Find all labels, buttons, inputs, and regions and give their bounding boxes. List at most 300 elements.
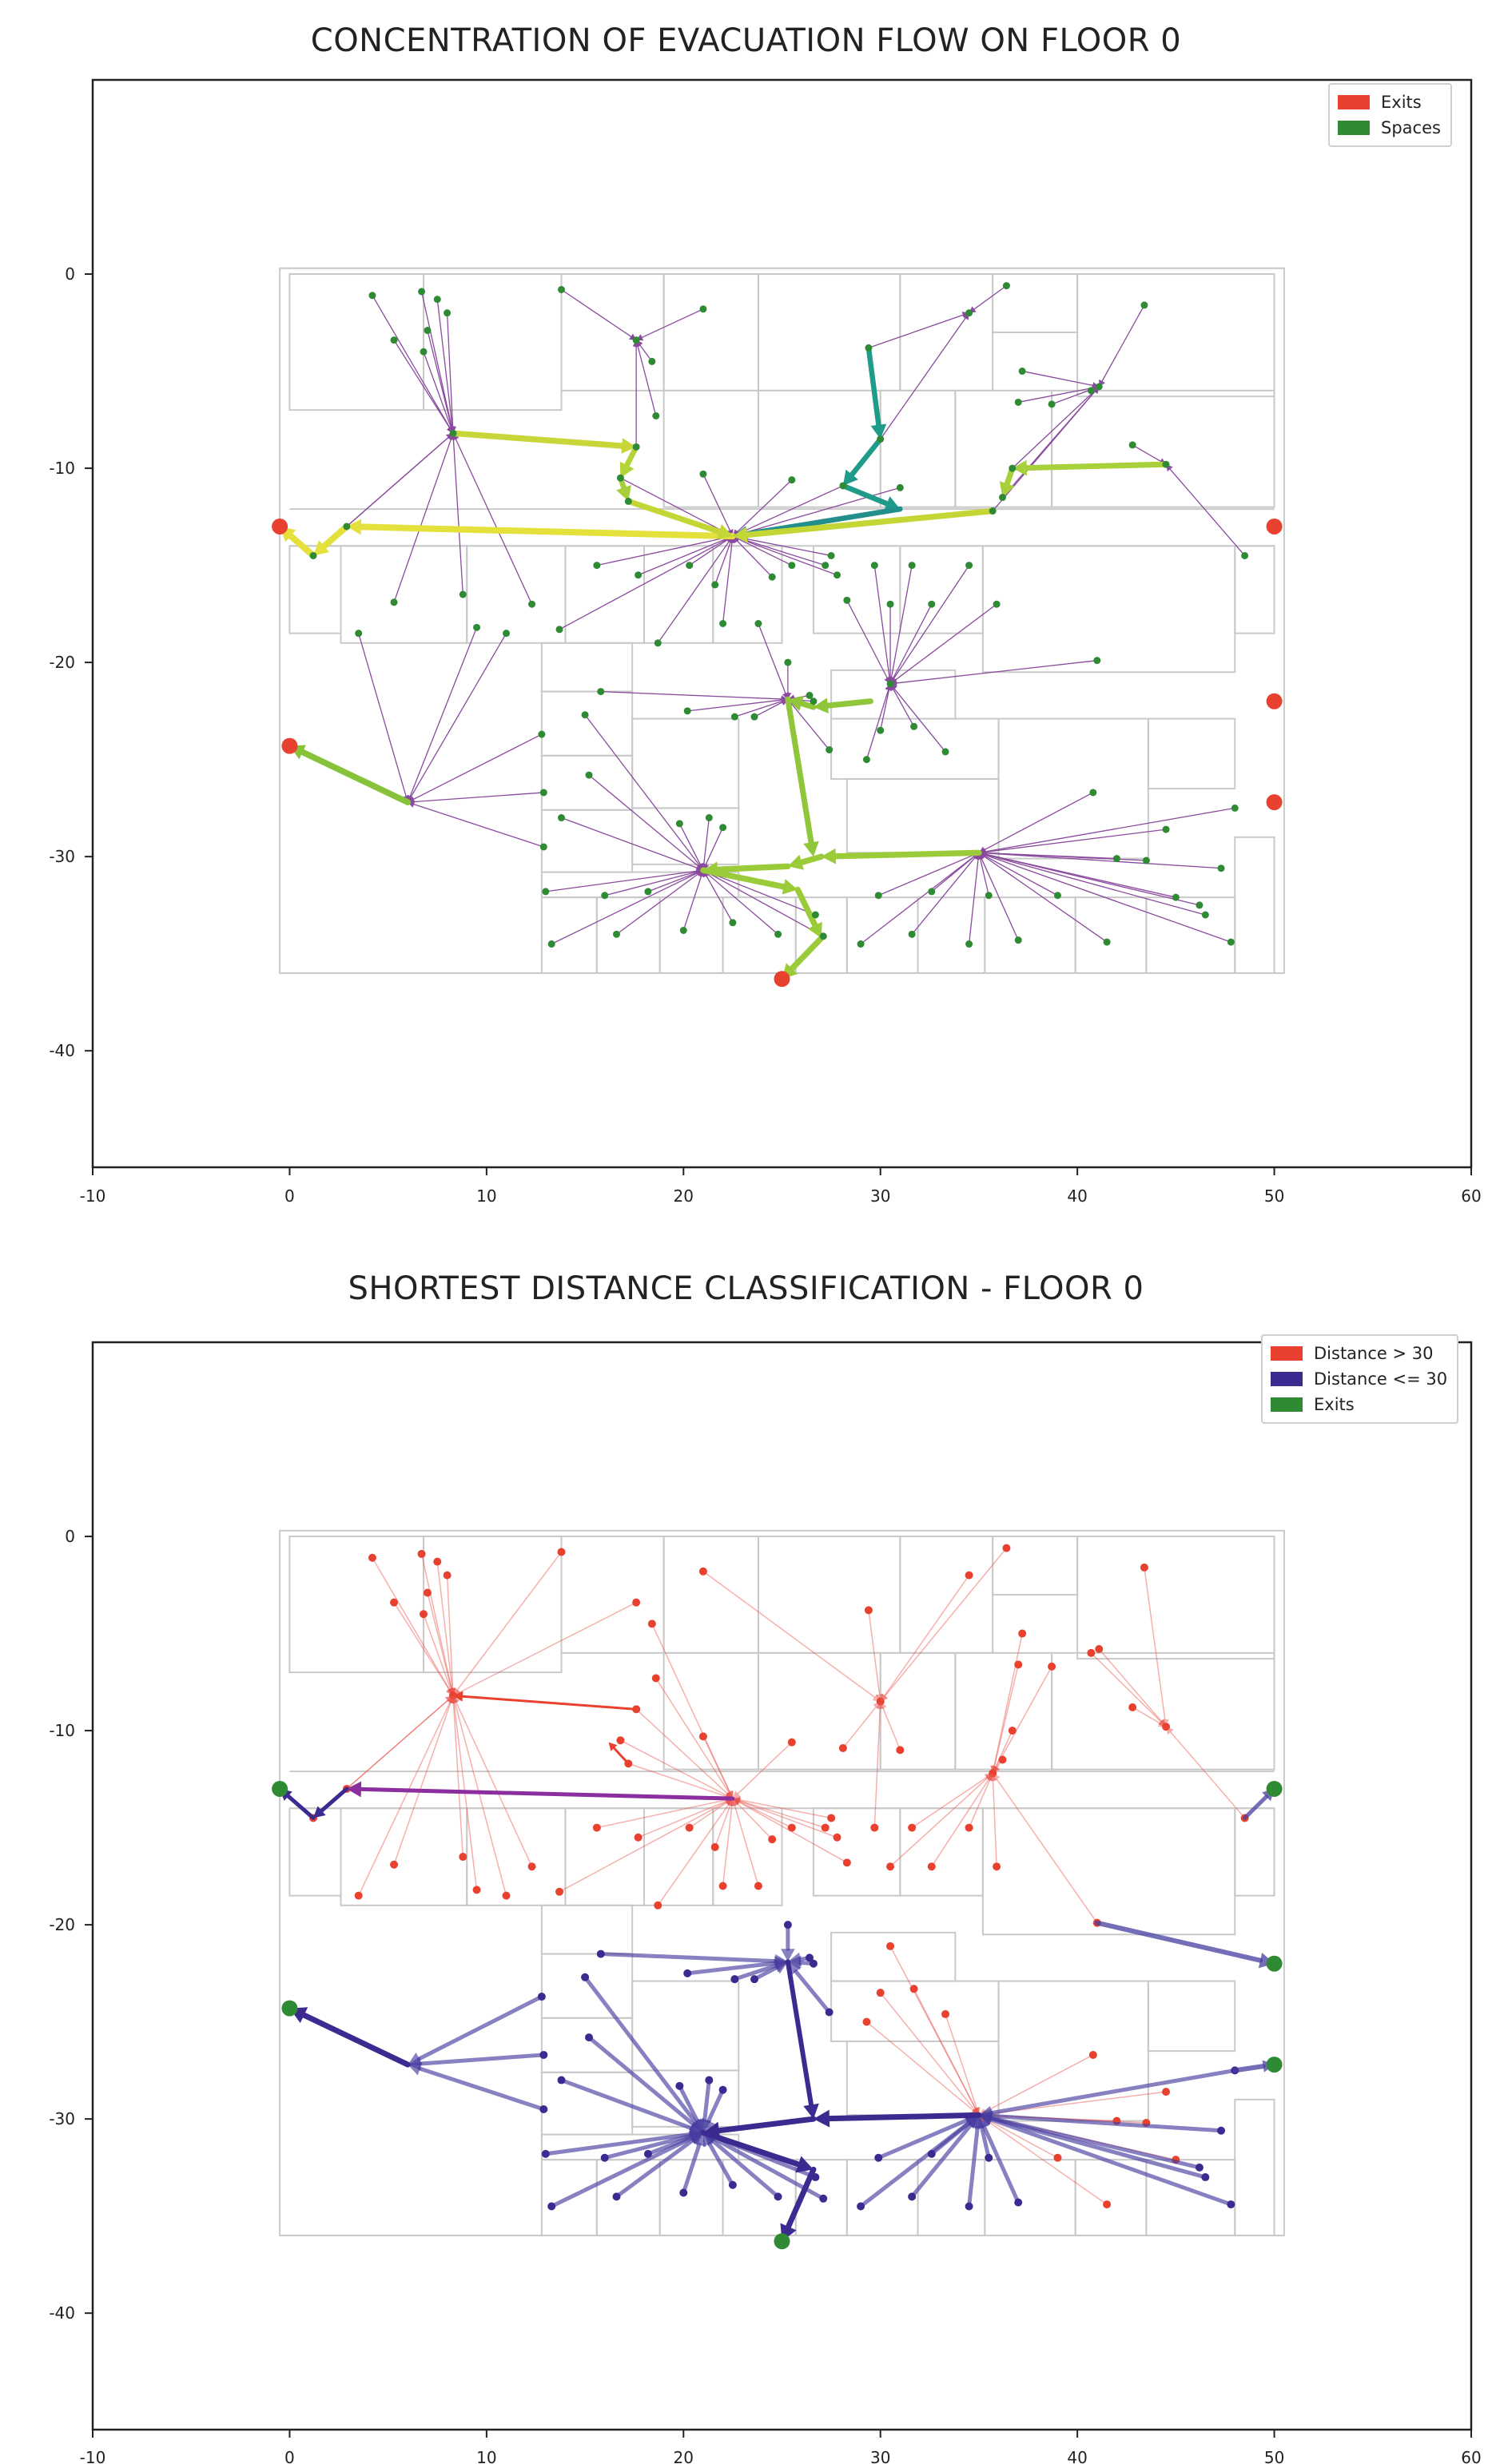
flow-connection (754, 702, 782, 717)
space-point (444, 309, 451, 316)
space-point (613, 931, 620, 938)
long-route (932, 1779, 989, 1866)
room-outline (814, 1808, 900, 1895)
space-point (871, 562, 878, 569)
room-outline (1077, 1536, 1274, 1659)
y-tick-label: 0 (65, 1527, 75, 1547)
room-outline (983, 1808, 1235, 1934)
flow-connection (658, 542, 729, 643)
flow-connection (359, 634, 406, 797)
short-route (601, 1954, 775, 1961)
long-space-point (1103, 2200, 1111, 2208)
long-space-point (1014, 1660, 1022, 1668)
flow-connection (559, 539, 727, 630)
room-outline (542, 1954, 632, 2018)
long-space-point (1009, 1727, 1017, 1735)
room-outline (1148, 1981, 1235, 2051)
room-outline (562, 274, 664, 391)
space-point (1143, 857, 1150, 864)
space-point (887, 601, 894, 608)
space-point (343, 523, 350, 530)
flow-connection (869, 315, 963, 348)
long-route (993, 1781, 997, 1867)
legend-label-exits-2: Exits (1314, 1395, 1355, 1414)
room-outline (1235, 1808, 1274, 1895)
flow-connection (704, 818, 709, 864)
space-point (788, 476, 795, 483)
long-space-point (886, 1862, 894, 1870)
long-space-point (503, 1892, 511, 1900)
room-outline (542, 756, 632, 810)
long-route (455, 1703, 506, 1896)
flow-edge (828, 701, 871, 705)
space-point (877, 435, 884, 443)
legend-label-short: Distance <= 30 (1314, 1369, 1448, 1389)
x-tick-label: 50 (1263, 2448, 1285, 2464)
long-space-point (910, 1985, 918, 1993)
room-outline (723, 2160, 796, 2235)
space-point (686, 562, 693, 569)
legend-swatch-long (1271, 1346, 1303, 1361)
long-space-point (1018, 1630, 1026, 1638)
long-space-point (768, 1835, 776, 1843)
short-space-point (538, 1993, 546, 2001)
long-space-point (1054, 2154, 1062, 2162)
room-outline (341, 546, 467, 643)
exit-point (272, 519, 288, 535)
space-point (582, 711, 589, 718)
space-point (909, 931, 916, 938)
space-point (680, 927, 687, 934)
exit-point (774, 2233, 790, 2249)
exit-point (1267, 794, 1283, 810)
long-space-point (754, 1882, 762, 1890)
room-outline (758, 391, 881, 507)
long-route (885, 1548, 1006, 1696)
space-point (617, 475, 624, 482)
short-space-point (810, 1960, 818, 1968)
long-space-point (558, 1548, 566, 1556)
space-point (719, 824, 726, 831)
room-outline (664, 274, 758, 391)
long-route (454, 1703, 476, 1890)
flow-edge (836, 852, 979, 856)
short-space-point (730, 1975, 738, 1983)
long-space-point (616, 1736, 624, 1744)
space-point (719, 620, 726, 627)
legend-label-spaces: Spaces (1381, 118, 1441, 137)
room-outline (562, 1536, 664, 1653)
long-route (359, 1702, 450, 1895)
room-outline (758, 274, 900, 391)
flow-connection (551, 873, 698, 944)
space-point (558, 286, 565, 293)
space-point (828, 552, 835, 559)
flow-legend (1328, 83, 1452, 147)
y-tick-label: -40 (49, 2303, 75, 2323)
room-outline (664, 1536, 758, 1653)
y-tick-label: -30 (49, 2109, 75, 2129)
short-space-point (774, 2192, 782, 2200)
space-point (1163, 826, 1170, 833)
x-tick-label: 40 (1067, 1186, 1088, 1206)
long-route (994, 1664, 1018, 1766)
room-outline (644, 546, 713, 643)
flow-connection (414, 805, 543, 847)
exit-point (1267, 1781, 1283, 1797)
legend-swatch-spaces (1338, 121, 1370, 135)
room-outline (999, 719, 1148, 859)
flow-connection (878, 855, 973, 895)
room-outline (1052, 391, 1274, 507)
short-space-point (750, 1975, 758, 1983)
long-space-point (390, 1861, 398, 1869)
short-route (709, 2090, 723, 2121)
flow-connection (597, 538, 726, 566)
long-space-point (834, 1834, 841, 1842)
long-space-point (635, 1834, 643, 1842)
legend-swatch-exits (1338, 95, 1370, 109)
room-outline (565, 546, 644, 643)
long-route (883, 1708, 900, 1750)
room-outline (565, 1808, 644, 1906)
space-point (788, 562, 795, 569)
long-space-point (865, 1606, 873, 1614)
space-point (751, 713, 758, 721)
short-route (969, 2128, 978, 2206)
room-outline (918, 897, 985, 973)
space-point (887, 680, 894, 687)
space-point (1196, 901, 1203, 908)
flow-edge (852, 439, 881, 475)
short-space-point (874, 2154, 882, 2162)
space-point (774, 931, 782, 938)
classification-panel (0, 1230, 1492, 2464)
legend-label-exits: Exits (1381, 93, 1422, 112)
space-point (460, 591, 467, 598)
space-point (1089, 789, 1096, 796)
room-outline (542, 692, 632, 756)
long-space-point (459, 1853, 467, 1861)
space-point (877, 727, 884, 734)
space-point (473, 624, 480, 631)
flow-connection (394, 439, 451, 602)
space-point (834, 571, 841, 578)
trunk-route (304, 2015, 408, 2065)
long-space-point (1095, 1645, 1103, 1653)
long-route (885, 1576, 969, 1696)
y-tick-label: -30 (49, 847, 75, 867)
room-outline (467, 1808, 565, 1906)
long-space-point (827, 1814, 835, 1822)
flow-chart-title: CONCENTRATION OF EVACUATION FLOW ON FLOOR 0 (310, 22, 1182, 59)
y-tick-label: -10 (49, 459, 75, 479)
room-outline (983, 546, 1235, 672)
flow-connection (738, 539, 837, 575)
long-space-point (965, 1824, 973, 1832)
room-outline (341, 1808, 467, 1906)
short-space-point (928, 2150, 936, 2158)
long-space-point (368, 1554, 376, 1562)
long-route (394, 1703, 451, 1865)
space-point (1003, 282, 1010, 289)
long-space-point (822, 1824, 830, 1832)
long-route (874, 1709, 880, 1828)
short-route (992, 2070, 1235, 2112)
flow-connection (1132, 445, 1160, 461)
x-tick-label: 0 (284, 2448, 295, 2464)
exit-point (1267, 1956, 1283, 1972)
room-outline (632, 1981, 738, 2071)
short-space-point (539, 2105, 547, 2113)
flow-connection (347, 438, 448, 527)
legend-entry-short (1271, 1366, 1447, 1392)
short-space-point (683, 1969, 691, 1977)
flow-connection (411, 634, 506, 797)
flow-edge (703, 870, 784, 887)
flow-connection (414, 793, 543, 802)
flow-edge (869, 348, 878, 424)
short-space-point (547, 2203, 555, 2211)
long-space-point (1048, 1663, 1056, 1671)
space-point (1054, 892, 1061, 899)
space-point (1104, 939, 1111, 946)
flow-edge (802, 856, 822, 862)
space-point (810, 697, 817, 705)
long-space-point (473, 1886, 481, 1894)
flow-connection (984, 856, 1107, 942)
short-route (1235, 2066, 1263, 2070)
short-space-point (857, 2203, 865, 2211)
short-route (878, 2120, 967, 2158)
long-route (843, 1707, 876, 1748)
space-point (418, 288, 425, 295)
x-tick-label: 10 (476, 2448, 497, 2464)
long-space-point (699, 1732, 707, 1740)
flow-connection (985, 829, 1166, 852)
legend-entry-exits (1338, 89, 1441, 115)
trunk-route (719, 2119, 814, 2131)
long-route (347, 1700, 448, 1789)
x-tick-label: 40 (1067, 2448, 1088, 2464)
room-outline (900, 1536, 993, 1653)
space-point (699, 471, 706, 478)
long-space-point (1128, 1703, 1136, 1711)
room-outline (467, 546, 565, 643)
long-space-point (999, 1756, 1007, 1764)
flow-edge (453, 433, 622, 446)
long-space-point (648, 1619, 656, 1627)
long-space-point (908, 1824, 916, 1832)
space-point (635, 571, 642, 578)
space-point (706, 814, 713, 821)
flow-edge (1027, 464, 1166, 467)
flow-edge (303, 752, 408, 802)
flow-connection (912, 857, 975, 934)
space-point (897, 484, 904, 491)
short-space-point (542, 2150, 550, 2158)
space-point (310, 552, 317, 559)
room-outline (1235, 546, 1274, 633)
space-point (910, 723, 917, 730)
long-space-point (788, 1739, 796, 1747)
long-route (628, 1763, 726, 1796)
x-tick-label: 20 (673, 2448, 694, 2464)
space-point (1096, 383, 1103, 390)
space-point (865, 344, 872, 352)
flow-connection (723, 542, 732, 623)
space-point (648, 358, 655, 365)
classification-chart-title: SHORTEST DISTANCE CLASSIFICATION - FLOOR 0 (348, 1270, 1144, 1307)
space-point (434, 296, 441, 303)
long-route (723, 1806, 732, 1886)
space-point (503, 630, 510, 637)
short-space-point (705, 2077, 713, 2084)
flow-connection (638, 346, 656, 415)
long-route (597, 1800, 726, 1828)
flow-connection (589, 775, 698, 866)
trunk-route (288, 1796, 313, 1818)
flow-connection (1102, 305, 1144, 381)
space-point (863, 756, 870, 763)
flow-connection (706, 876, 733, 923)
long-route (614, 1748, 628, 1763)
space-point (806, 692, 814, 699)
exit-point (281, 738, 297, 754)
room-outline (1146, 897, 1235, 973)
long-space-point (993, 1862, 1001, 1870)
short-space-point (613, 2192, 621, 2200)
classification-legend (1261, 1334, 1458, 1424)
trunk-route (361, 1789, 733, 1798)
room-outline (847, 779, 999, 852)
room-outline (1148, 719, 1235, 789)
flow-edge (788, 699, 811, 842)
flow-connection (985, 853, 1221, 868)
exit-point (774, 971, 790, 987)
long-space-point (1089, 2051, 1097, 2059)
space-point (558, 814, 565, 821)
space-point (1231, 805, 1239, 812)
space-point (769, 574, 776, 581)
short-route (683, 2144, 699, 2192)
room-outline (1235, 2100, 1274, 2235)
space-point (676, 820, 683, 827)
x-tick-label: 60 (1461, 2448, 1482, 2464)
exit-point (1267, 519, 1283, 535)
x-tick-label: 30 (869, 2448, 891, 2464)
y-tick-label: -20 (49, 1915, 75, 1935)
long-route (914, 1989, 976, 2108)
space-point (965, 940, 973, 948)
space-point (711, 581, 718, 588)
flow-connection (874, 566, 889, 678)
space-point (857, 940, 865, 948)
flow-edge (718, 866, 788, 869)
space-point (1009, 465, 1016, 472)
flow-connection (703, 474, 730, 531)
flow-panel (0, 0, 1492, 1230)
y-tick-label: 0 (65, 264, 75, 284)
long-space-point (418, 1550, 426, 1558)
short-space-point (581, 1973, 589, 1981)
space-point (391, 336, 398, 344)
trunk-route-head (347, 1782, 361, 1798)
space-point (942, 748, 949, 755)
long-route (1144, 1568, 1165, 1719)
space-point (989, 507, 997, 515)
short-space-point (1217, 2127, 1225, 2135)
flow-connection (453, 439, 463, 594)
room-outline (758, 1536, 900, 1653)
long-route (739, 1801, 837, 1837)
room-outline (831, 1933, 955, 1981)
space-point (1088, 387, 1095, 394)
short-space-point (539, 2051, 547, 2059)
space-point (449, 430, 456, 437)
flow-connection (738, 480, 792, 532)
flow-connection (372, 296, 450, 428)
flow-connection (706, 828, 722, 864)
long-route (734, 1806, 758, 1886)
short-space-point (1196, 2164, 1204, 2172)
room-outline (289, 274, 424, 410)
long-space-point (654, 1902, 662, 1910)
trunk-route (322, 1789, 347, 1810)
flow-connection (642, 309, 703, 338)
short-space-point (965, 2203, 973, 2211)
short-route (705, 2080, 710, 2120)
space-point (540, 789, 547, 796)
flow-edge-head (782, 879, 798, 894)
short-space-point (644, 2150, 652, 2158)
flow-edge (324, 527, 347, 546)
long-route (997, 1779, 1096, 1923)
space-point (812, 912, 819, 919)
room-outline (289, 1536, 424, 1672)
short-space-point (985, 2154, 993, 2162)
long-space-point (896, 1746, 904, 1754)
room-outline (424, 274, 562, 410)
flow-connection (893, 690, 914, 726)
legend-label-long: Distance > 30 (1314, 1344, 1434, 1363)
y-tick-label: -20 (49, 653, 75, 673)
long-space-point (1140, 1564, 1148, 1572)
space-point (542, 888, 549, 895)
short-route (796, 1972, 830, 2013)
short-space-point (719, 2086, 727, 2094)
long-route (372, 1558, 449, 1690)
x-tick-label: 10 (476, 1186, 497, 1206)
short-route (420, 1997, 542, 2059)
long-space-point (420, 1610, 428, 1618)
room-outline (1235, 837, 1274, 973)
long-space-point (593, 1824, 601, 1832)
y-tick-label: -10 (49, 1721, 75, 1741)
long-space-point (862, 2018, 870, 2026)
flow-connection (974, 286, 1006, 309)
space-point (820, 932, 827, 940)
x-tick-label: 60 (1461, 1186, 1482, 1206)
space-point (593, 562, 600, 569)
room-outline (660, 897, 723, 973)
space-point (548, 940, 555, 948)
y-tick-label: -40 (49, 1041, 75, 1061)
flow-connection (891, 566, 912, 678)
space-point (1140, 301, 1148, 308)
space-point (684, 707, 691, 714)
short-space-point (558, 2077, 566, 2084)
